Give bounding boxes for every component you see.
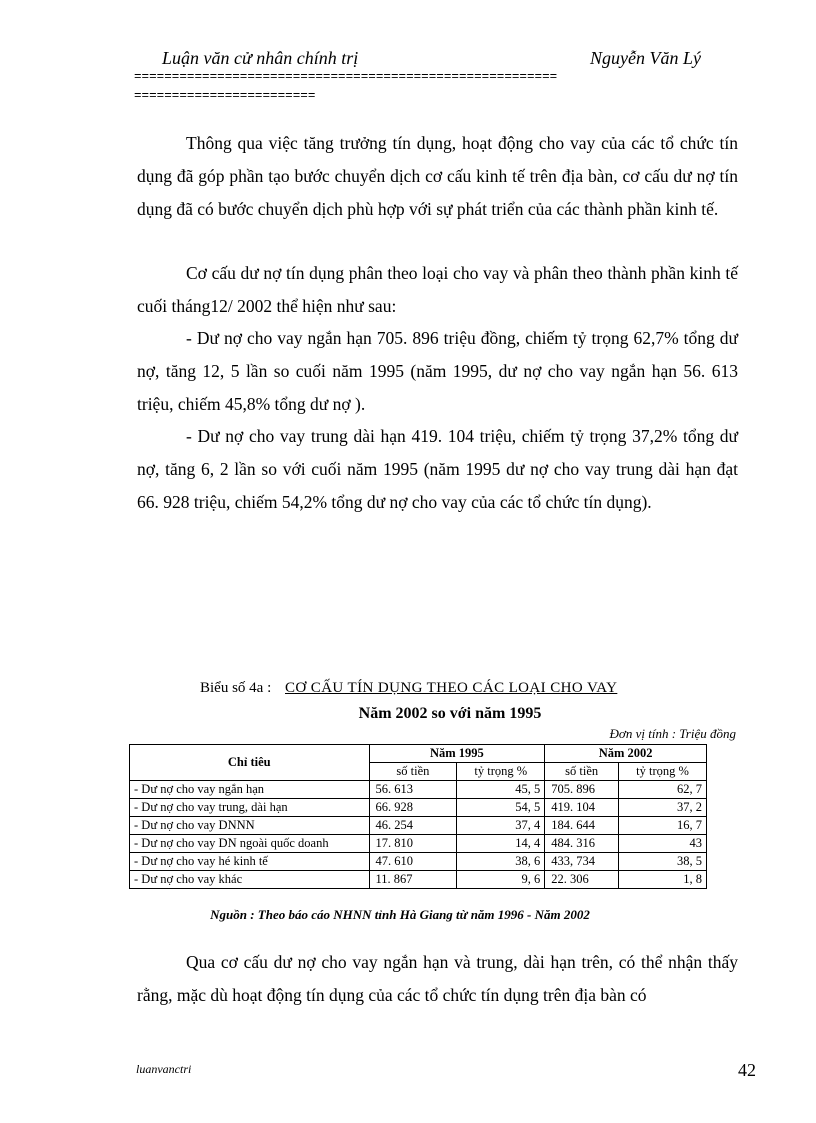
table-source: Nguồn : Theo báo cáo NHNN tỉnh Hà Giang từ năm 1996 - Năm 2002 (210, 907, 590, 922)
table-row (130, 871, 707, 889)
table-row (130, 799, 707, 817)
header-title: Luận văn cử nhân chính trị (162, 48, 359, 68)
cell-share-2002: 1, 8 (619, 871, 707, 889)
table-row (130, 817, 707, 835)
cell-share-1995: 45, 5 (457, 781, 545, 799)
cell-amount-2002: 22. 306 (545, 871, 619, 889)
cell-share-1995: 9, 6 (457, 871, 545, 889)
row-label: - Dư nợ cho vay DN ngoài quốc doanh (130, 835, 370, 853)
header-year-1995: Năm 1995 (369, 745, 545, 763)
header-author: Nguyễn Văn Lý (590, 48, 701, 68)
table-row (130, 781, 707, 799)
credit-structure-table (129, 744, 707, 889)
paragraph-1: Thông qua việc tăng trưởng tín dụng, hoạt động cho vay của các tổ chức tín dụng đã góp phần tạo bước chuyển dịch cơ cấu kinh tế trên địa bàn, cơ cấu dư nợ tín dụng đã có bước chuyển dịch phù hợp với sự phát triển của các thành phần kinh tế. (137, 133, 738, 219)
cell-amount-1995: 46. 254 (369, 817, 457, 835)
paragraph-5: Qua cơ cấu dư nợ cho vay ngắn hạn và trung, dài hạn trên, có thể nhận thấy rằng, mặc dù hoạt động tín dụng của các tổ chức tín dụng trên địa bàn có (137, 952, 738, 1005)
cell-share-1995: 14, 4 (457, 835, 545, 853)
cell-amount-2002: 484. 316 (545, 835, 619, 853)
cell-amount-1995: 66. 928 (369, 799, 457, 817)
table-caption (200, 680, 617, 697)
subheader-amount-2002: số tiền (545, 763, 619, 781)
cell-share-2002: 38, 5 (619, 853, 707, 871)
table-header-row (130, 745, 707, 763)
cell-share-1995: 37, 4 (457, 817, 545, 835)
paragraph-4: - Dư nợ cho vay trung dài hạn 419. 104 triệu, chiếm tỷ trọng 37,2% tổng dư nợ, tăng 6, 2 lần so với cuối năm 1995 (năm 1995 dư nợ cho vay trung dài hạn đạt 66. 928 triệu, chiếm 54,2% tổng dư nợ cho vay của các tổ chức tín dụng). (137, 426, 738, 512)
row-label: - Dư nợ cho vay khác (130, 871, 370, 889)
table-title: CƠ CẤU TÍN DỤNG THEO CÁC LOẠI CHO VAY (285, 680, 618, 696)
header-rule-continued: ======================== (134, 89, 316, 103)
row-label: - Dư nợ cho vay hé kinh tế (130, 853, 370, 871)
cell-share-2002: 16, 7 (619, 817, 707, 835)
cell-amount-2002: 705. 896 (545, 781, 619, 799)
row-label: - Dư nợ cho vay trung, dài hạn (130, 799, 370, 817)
paragraph-3: - Dư nợ cho vay ngắn hạn 705. 896 triệu đồng, chiếm tỷ trọng 62,7% tổng dư nợ, tăng 12, 5 lần so cuối năm 1995 (năm 1995, dư nợ cho vay ngắn hạn 56. 613 triệu, chiếm 45,8% tổng dư nợ ). (137, 328, 738, 414)
header-year-2002: Năm 2002 (545, 745, 707, 763)
cell-amount-2002: 184. 644 (545, 817, 619, 835)
row-label: - Dư nợ cho vay DNNN (130, 817, 370, 835)
subheader-share-2002: tỷ trọng % (619, 763, 707, 781)
subheader-share-1995: tỷ trọng % (457, 763, 545, 781)
cell-share-1995: 38, 6 (457, 853, 545, 871)
paragraph-2: Cơ cấu dư nợ tín dụng phân theo loại cho vay và phân theo thành phần kinh tế cuối tháng12/ 2002 thể hiện như sau: (137, 263, 738, 316)
cell-amount-1995: 11. 867 (369, 871, 457, 889)
cell-amount-1995: 47. 610 (369, 853, 457, 871)
header-indicator: Chỉ tiêu (130, 745, 370, 781)
cell-share-2002: 43 (619, 835, 707, 853)
cell-share-1995: 54, 5 (457, 799, 545, 817)
cell-share-2002: 62, 7 (619, 781, 707, 799)
row-label: - Dư nợ cho vay ngắn hạn (130, 781, 370, 799)
table-unit: Đơn vị tính : Triệu đồng (609, 726, 736, 741)
cell-share-2002: 37, 2 (619, 799, 707, 817)
cell-amount-2002: 419. 104 (545, 799, 619, 817)
page-number: 42 (738, 1060, 756, 1080)
table-row (130, 853, 707, 871)
cell-amount-1995: 17. 810 (369, 835, 457, 853)
table-row (130, 835, 707, 853)
table-subtitle: Năm 2002 so với năm 1995 (358, 705, 542, 722)
cell-amount-2002: 433, 734 (545, 853, 619, 871)
subheader-amount-1995: số tiền (369, 763, 457, 781)
cell-amount-1995: 56. 613 (369, 781, 457, 799)
table-label: Biểu số 4a : (200, 680, 272, 696)
footer-label: luanvanctri (136, 1062, 192, 1076)
header-rule: ======================================================== (134, 70, 558, 84)
